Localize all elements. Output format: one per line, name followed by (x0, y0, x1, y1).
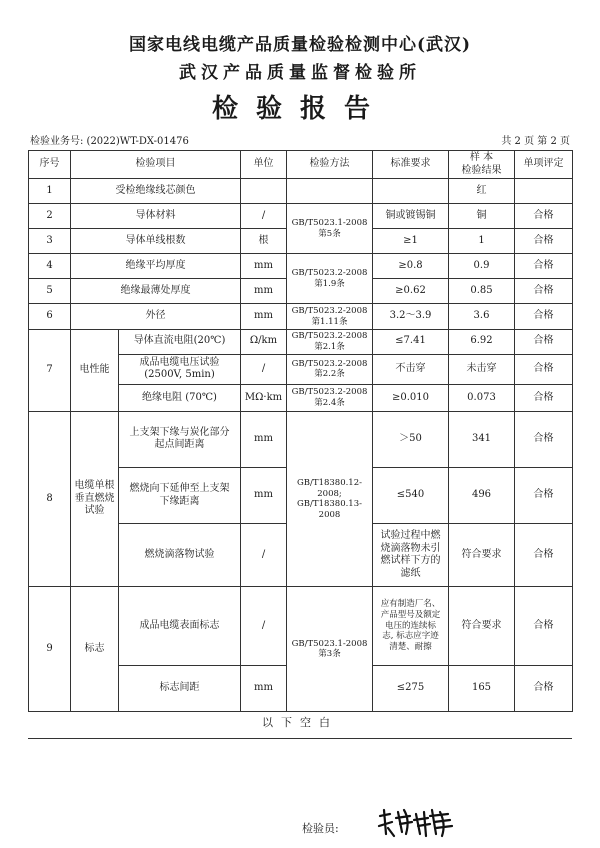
cell-item: 燃烧滴落物试验 (119, 524, 241, 587)
cell-group: 标志 (71, 587, 119, 712)
cell-verdict: 合格 (515, 254, 573, 279)
cell-method: GB/T5023.2-2008 第2.2条 (287, 354, 373, 384)
table-row (29, 411, 573, 467)
cell-unit: / (241, 204, 287, 229)
cell-seq: 4 (29, 254, 71, 279)
cell-standard (373, 179, 449, 204)
cell-item: 绝缘最薄处厚度 (71, 279, 241, 304)
table-header-row (29, 151, 573, 179)
cell-item: 导体直流电阻(20℃) (119, 329, 241, 354)
cell-result: 符合要求 (449, 524, 515, 587)
cell-verdict: 合格 (515, 587, 573, 665)
cell-unit: mm (241, 411, 287, 467)
cell-seq: 8 (29, 411, 71, 587)
header-unit: 单位 (241, 151, 287, 179)
cell-verdict: 合格 (515, 468, 573, 524)
cell-item: 导体材料 (71, 204, 241, 229)
cell-group: 电缆单根 垂直燃烧 试验 (71, 411, 119, 587)
inspection-table (28, 150, 573, 712)
inspector-label: 检验员: (302, 822, 339, 835)
cell-unit: mm (241, 468, 287, 524)
cell-unit: mm (241, 665, 287, 711)
cell-group: 电性能 (71, 329, 119, 411)
cell-result: 0.073 (449, 384, 515, 411)
header-verdict: 单项评定 (515, 151, 573, 179)
cell-method: GB/T5023.2-2008 第2.4条 (287, 384, 373, 411)
cell-unit: mm (241, 279, 287, 304)
cell-method: GB/T5023.2-2008 第1.9条 (287, 254, 373, 304)
cell-item: 标志间距 (119, 665, 241, 711)
cell-standard: 应有制造厂名、 产品型号及额定 电压的连续标 志, 标志应字迹 清楚、耐擦 (373, 587, 449, 665)
table-row (29, 254, 573, 279)
table-row (29, 587, 573, 665)
cell-result: 496 (449, 468, 515, 524)
header-seq: 序号 (29, 151, 71, 179)
cell-verdict: 合格 (515, 329, 573, 354)
cell-method: GB/T5023.2-2008 第2.1条 (287, 329, 373, 354)
table-row (29, 204, 573, 229)
cell-seq: 7 (29, 329, 71, 411)
cell-item: 燃烧向下延伸至上支架 下缘距离 (119, 468, 241, 524)
cell-standard: ≥0.010 (373, 384, 449, 411)
cell-item: 导体单线根数 (71, 229, 241, 254)
cell-result: 341 (449, 411, 515, 467)
cell-unit (241, 179, 287, 204)
cell-verdict: 合格 (515, 411, 573, 467)
cell-result: 铜 (449, 204, 515, 229)
cell-item: 外径 (71, 304, 241, 329)
cell-standard: 不击穿 (373, 354, 449, 384)
cell-standard: ＞50 (373, 411, 449, 467)
cell-unit: mm (241, 304, 287, 329)
cell-method: GB/T5023.1-2008 第3条 (287, 587, 373, 712)
cell-item: 成品电缆电压试验 (2500V, 5min) (119, 354, 241, 384)
cell-result: 165 (449, 665, 515, 711)
cell-item: 绝缘平均厚度 (71, 254, 241, 279)
cell-result: 3.6 (449, 304, 515, 329)
cell-verdict: 合格 (515, 204, 573, 229)
cell-method: GB/T5023.2-2008 第1.11条 (287, 304, 373, 329)
cell-result: 0.9 (449, 254, 515, 279)
cell-method (287, 179, 373, 204)
cell-unit: / (241, 354, 287, 384)
inspector-signature (376, 804, 454, 844)
report-title: 检验报告 (211, 94, 388, 124)
cell-seq: 5 (29, 279, 71, 304)
cell-seq: 1 (29, 179, 71, 204)
signature-mark (376, 804, 454, 840)
table-row (29, 329, 573, 354)
cell-verdict (515, 179, 573, 204)
cell-unit: MΩ·km (241, 384, 287, 411)
cell-method: GB/T18380.12- 2008; GB/T18380.13-2008 (287, 411, 373, 587)
footer-divider (28, 738, 572, 739)
cell-standard: ≤540 (373, 468, 449, 524)
cell-standard: 铜或镀锡铜 (373, 204, 449, 229)
cell-standard: ≥0.62 (373, 279, 449, 304)
cell-unit: 根 (241, 229, 287, 254)
cell-method: GB/T5023.1-2008 第5条 (287, 204, 373, 254)
cell-seq: 9 (29, 587, 71, 712)
cell-standard: ≤275 (373, 665, 449, 711)
header-result: 样 本 检验结果 (449, 151, 515, 179)
header-item: 检验项目 (71, 151, 241, 179)
table-row (29, 179, 573, 204)
header-method: 检验方法 (287, 151, 373, 179)
cell-seq: 6 (29, 304, 71, 329)
cell-seq: 3 (29, 229, 71, 254)
cell-standard: ≤7.41 (373, 329, 449, 354)
cell-item: 成品电缆表面标志 (119, 587, 241, 665)
cell-unit: mm (241, 254, 287, 279)
cell-verdict: 合格 (515, 524, 573, 587)
cell-item: 上支架下缘与炭化部分 起点间距离 (119, 411, 241, 467)
cell-verdict: 合格 (515, 354, 573, 384)
cell-standard: ≥1 (373, 229, 449, 254)
cell-verdict: 合格 (515, 229, 573, 254)
cell-verdict: 合格 (515, 665, 573, 711)
cell-standard: ≥0.8 (373, 254, 449, 279)
cell-verdict: 合格 (515, 384, 573, 411)
cell-result: 1 (449, 229, 515, 254)
cell-result: 符合要求 (449, 587, 515, 665)
cell-standard: 试验过程中燃 烧滴落物未引 燃试样下方的 滤纸 (373, 524, 449, 587)
cell-verdict: 合格 (515, 304, 573, 329)
page-info: 共 2 页 第 2 页 (501, 136, 570, 147)
business-number: 检验业务号: (2022)WT-DX-01476 (30, 136, 189, 147)
table-row (29, 304, 573, 329)
report-title-center: 国家电线电缆产品质量检验检测中心(武汉) (128, 35, 472, 55)
cell-result: 未击穿 (449, 354, 515, 384)
cell-unit: / (241, 587, 287, 665)
cell-item: 绝缘电阻 (70℃) (119, 384, 241, 411)
cell-standard: 3.2～3.9 (373, 304, 449, 329)
cell-seq: 2 (29, 204, 71, 229)
cell-unit: Ω/km (241, 329, 287, 354)
cell-result: 红 (449, 179, 515, 204)
cell-item: 受检绝缘线芯颜色 (71, 179, 241, 204)
blank-below-note: 以下空白 (262, 716, 338, 729)
cell-result: 6.92 (449, 329, 515, 354)
report-title-institute: 武汉产品质量监督检验所 (179, 63, 421, 83)
header-standard: 标准要求 (373, 151, 449, 179)
cell-result: 0.85 (449, 279, 515, 304)
cell-unit: / (241, 524, 287, 587)
cell-verdict: 合格 (515, 279, 573, 304)
